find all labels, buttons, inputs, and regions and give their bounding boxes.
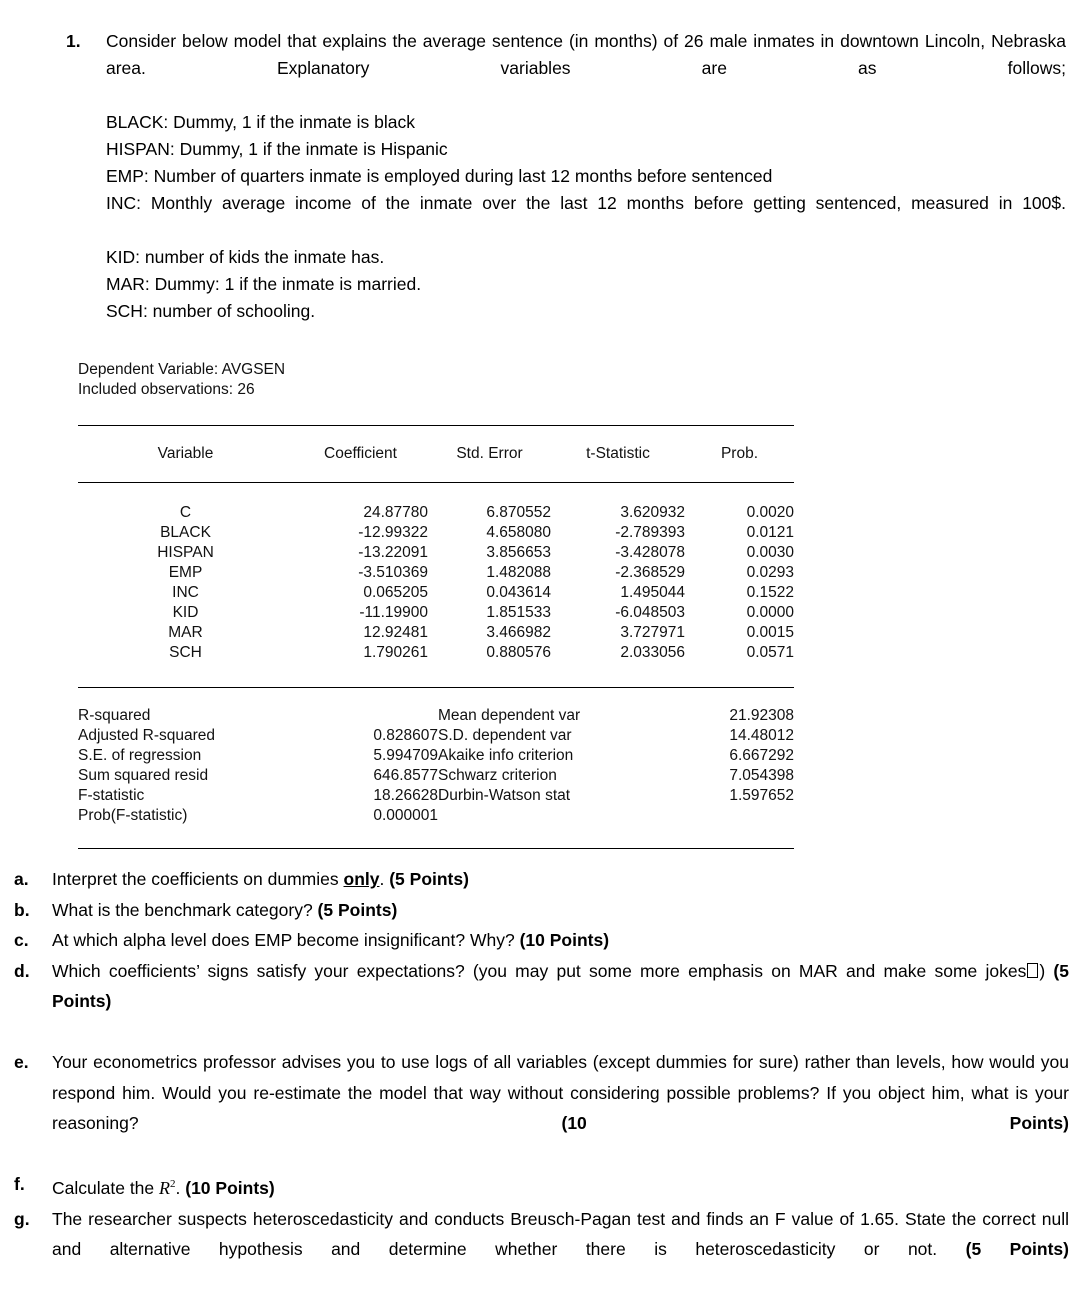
question-1-number: 1. <box>66 28 106 55</box>
statistic-row <box>78 726 794 746</box>
cell-coefficient: 12.92481 <box>293 623 428 643</box>
question-text <box>52 925 1069 956</box>
statistic-row <box>78 706 794 726</box>
question-1-lead-text: Consider below model that explains the average sentence (in months) of 26 male inmates in downtown Lincoln, Nebraska area. Explanatory variables are as follows; <box>106 28 1066 109</box>
cell-t-statistic: -6.048503 <box>551 603 685 623</box>
statistic-value-left <box>318 706 438 726</box>
statistic-value-right: 1.597652 <box>678 786 794 806</box>
table-row <box>78 643 794 663</box>
question-points: (10 Points) <box>185 1178 274 1198</box>
regression-header-table <box>78 444 794 464</box>
coefficient-table <box>78 503 794 663</box>
column-header-std-error: Std. Error <box>428 444 551 464</box>
cell-std-error: 0.043614 <box>428 583 551 603</box>
table-rule-under-coefficients <box>78 687 794 688</box>
table-row <box>78 623 794 643</box>
question-text <box>52 1169 1069 1204</box>
question-letter: a. <box>14 864 52 895</box>
statistic-value-right: 21.92308 <box>678 706 794 726</box>
cell-std-error: 0.880576 <box>428 643 551 663</box>
cell-t-statistic: 1.495044 <box>551 583 685 603</box>
table-row <box>78 523 794 543</box>
question-1-row <box>66 28 1066 325</box>
statistic-value-right: 6.667292 <box>678 746 794 766</box>
cell-t-statistic: 2.033056 <box>551 643 685 663</box>
cell-variable: INC <box>78 583 293 603</box>
variable-definition-hispan: HISPAN: Dummy, 1 if the inmate is Hispanic <box>106 136 1066 163</box>
column-header-prob: Prob. <box>685 444 794 464</box>
variable-definition-black: BLACK: Dummy, 1 if the inmate is black <box>106 109 1066 136</box>
cell-variable: MAR <box>78 623 293 643</box>
table-rule-bottom <box>78 848 794 849</box>
table-rule-top <box>78 425 794 426</box>
statistic-value-left: 0.000001 <box>318 806 438 826</box>
cell-variable: C <box>78 503 293 523</box>
cell-t-statistic: -2.789393 <box>551 523 685 543</box>
question-emphasis: only <box>344 869 380 889</box>
question-points: (5 Points) <box>318 900 398 920</box>
statistic-label-left: Sum squared resid <box>78 766 318 786</box>
question-item-g <box>14 1204 1069 1295</box>
question-item-a <box>14 864 1069 895</box>
cell-prob: 0.0015 <box>685 623 794 643</box>
cell-coefficient: 1.790261 <box>293 643 428 663</box>
table-row <box>78 503 794 523</box>
cell-coefficient: 0.065205 <box>293 583 428 603</box>
statistic-row <box>78 746 794 766</box>
variable-definition-inc: INC: Monthly average income of the inmate over the last 12 months before getting sentenced, measured in 100$. <box>106 190 1066 244</box>
statistic-label-left: R-squared <box>78 706 318 726</box>
cell-t-statistic: -3.428078 <box>551 543 685 563</box>
statistic-label-right <box>438 806 678 826</box>
summary-statistics-table <box>78 706 794 826</box>
statistic-row <box>78 786 794 806</box>
statistic-value-right: 7.054398 <box>678 766 794 786</box>
question-text-main: At which alpha level does EMP become insignificant? Why? <box>52 930 520 950</box>
question-points: (5 Points) <box>966 1239 1069 1259</box>
question-text-tail: . <box>379 869 389 889</box>
question-points: (5 Points) <box>52 961 1069 1012</box>
statistic-value-left: 18.26628 <box>318 786 438 806</box>
statistic-row <box>78 806 794 826</box>
cell-coefficient: -12.99322 <box>293 523 428 543</box>
question-text <box>52 956 1069 1048</box>
question-text <box>52 1204 1069 1295</box>
question-text <box>52 864 1069 895</box>
variable-definition-kid: KID: number of kids the inmate has. <box>106 244 1066 271</box>
cell-variable: HISPAN <box>78 543 293 563</box>
regression-output-table <box>78 360 794 849</box>
question-letter: b. <box>14 895 52 926</box>
table-header-row <box>78 444 794 464</box>
math-r-squared: $R^2$ <box>159 1178 176 1198</box>
question-item-f <box>14 1169 1069 1204</box>
statistic-label-left: S.E. of regression <box>78 746 318 766</box>
dependent-variable-line: Dependent Variable: AVGSEN <box>78 360 794 380</box>
question-item-e <box>14 1047 1069 1169</box>
column-header-coefficient: Coefficient <box>293 444 428 464</box>
statistic-value-right <box>678 806 794 826</box>
cell-prob: 0.0293 <box>685 563 794 583</box>
cell-t-statistic: 3.620932 <box>551 503 685 523</box>
question-list <box>14 864 1069 1295</box>
question-text <box>52 1047 1069 1169</box>
table-rule-under-header <box>78 482 794 483</box>
variable-definition-mar: MAR: Dummy: 1 if the inmate is married. <box>106 271 1066 298</box>
question-text-main: The researcher suspects heteroscedasticity and conducts Breusch-Pagan test and finds an F value of 1.65. State the correct null and alternative hypothesis and determine whether there is heteroscedasticity or not. <box>52 1209 1069 1260</box>
cell-t-statistic: -2.368529 <box>551 563 685 583</box>
missing-glyph-icon <box>1027 963 1038 978</box>
statistic-value-left: 0.828607 <box>318 726 438 746</box>
statistic-label-right: Schwarz criterion <box>438 766 678 786</box>
statistic-value-right: 14.48012 <box>678 726 794 746</box>
cell-prob: 0.0000 <box>685 603 794 623</box>
statistic-label-right: Akaike info criterion <box>438 746 678 766</box>
variable-definition-sch: SCH: number of schooling. <box>106 298 1066 325</box>
cell-std-error: 1.482088 <box>428 563 551 583</box>
variable-definition-emp: EMP: Number of quarters inmate is employed during last 12 months before sentenced <box>106 163 1066 190</box>
cell-prob: 0.1522 <box>685 583 794 603</box>
question-points: (10 Points) <box>520 930 609 950</box>
cell-prob: 0.0030 <box>685 543 794 563</box>
question-1-block <box>66 28 1066 325</box>
question-letter: f. <box>14 1169 52 1200</box>
cell-prob: 0.0020 <box>685 503 794 523</box>
statistic-label-left: Adjusted R-squared <box>78 726 318 746</box>
question-item-b <box>14 895 1069 926</box>
statistic-row <box>78 766 794 786</box>
statistic-value-left: 5.994709 <box>318 746 438 766</box>
question-text-main: What is the benchmark category? <box>52 900 318 920</box>
table-row <box>78 583 794 603</box>
cell-coefficient: -13.22091 <box>293 543 428 563</box>
statistic-value-left: 646.8577 <box>318 766 438 786</box>
included-observations-line: Included observations: 26 <box>78 380 794 400</box>
statistic-label-right: Durbin-Watson stat <box>438 786 678 806</box>
cell-std-error: 6.870552 <box>428 503 551 523</box>
cell-variable: KID <box>78 603 293 623</box>
cell-variable: BLACK <box>78 523 293 543</box>
column-header-variable: Variable <box>78 444 293 464</box>
question-1-body <box>106 28 1066 325</box>
table-row <box>78 603 794 623</box>
cell-std-error: 4.658080 <box>428 523 551 543</box>
column-header-t-statistic: t-Statistic <box>551 444 685 464</box>
question-letter: d. <box>14 956 52 987</box>
question-points: (5 Points) <box>389 869 469 889</box>
statistic-label-left: F-statistic <box>78 786 318 806</box>
question-text-main: Interpret the coefficients on dummies <box>52 869 344 889</box>
question-text <box>52 895 1069 926</box>
question-text-main: Calculate the <box>52 1178 159 1198</box>
question-text-tail: ) <box>1039 961 1053 981</box>
statistic-label-right: S.D. dependent var <box>438 726 678 746</box>
question-letter: g. <box>14 1204 52 1235</box>
question-item-d <box>14 956 1069 1048</box>
question-letter: c. <box>14 925 52 956</box>
question-points: (10 Points) <box>562 1113 1070 1133</box>
cell-variable: SCH <box>78 643 293 663</box>
question-letter: e. <box>14 1047 52 1078</box>
table-row <box>78 563 794 583</box>
cell-prob: 0.0121 <box>685 523 794 543</box>
statistic-label-right: Mean dependent var <box>438 706 678 726</box>
question-item-c <box>14 925 1069 956</box>
statistic-label-left: Prob(F-statistic) <box>78 806 318 826</box>
cell-variable: EMP <box>78 563 293 583</box>
question-text-main: Which coefficients’ signs satisfy your expectations? (you may put some more emphasis on MAR and make some jokes <box>52 961 1026 981</box>
cell-std-error: 3.466982 <box>428 623 551 643</box>
table-row <box>78 543 794 563</box>
cell-std-error: 1.851533 <box>428 603 551 623</box>
cell-coefficient: -11.19900 <box>293 603 428 623</box>
cell-t-statistic: 3.727971 <box>551 623 685 643</box>
cell-coefficient: 24.87780 <box>293 503 428 523</box>
question-text-main: Your econometrics professor advises you to use logs of all variables (except dummies for sure) rather than levels, how would you respond him. Would you re-estimate the model that way without considering possible problems? If you object him, what is your reasoning? <box>52 1052 1069 1133</box>
cell-coefficient: -3.510369 <box>293 563 428 583</box>
cell-std-error: 3.856653 <box>428 543 551 563</box>
cell-prob: 0.0571 <box>685 643 794 663</box>
question-text-tail: . <box>176 1178 186 1198</box>
